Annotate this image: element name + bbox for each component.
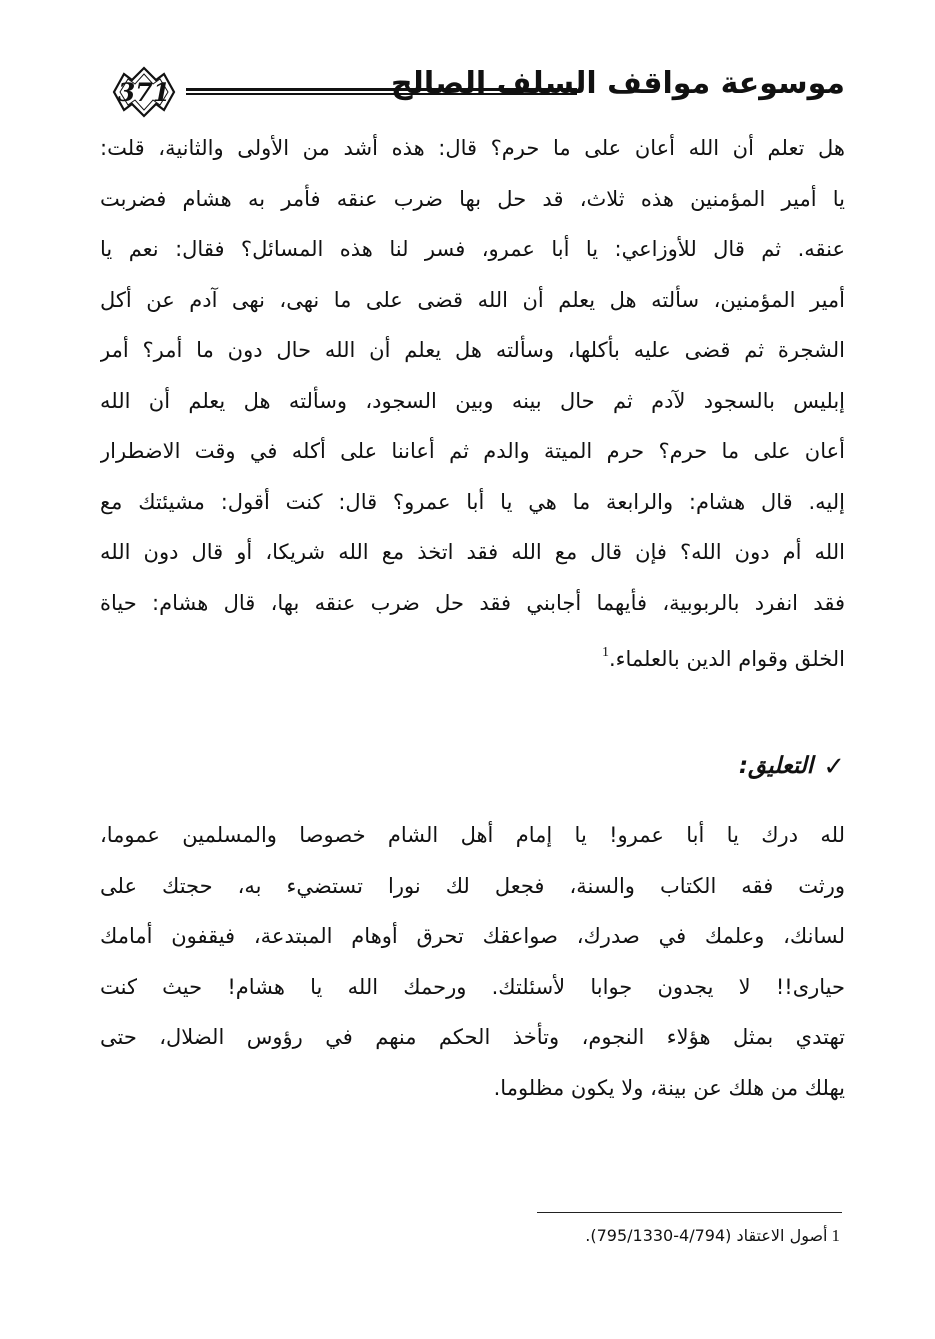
paragraph-line: هل تعلم أن الله أعان على ما حرم؟ قال: هذه أشد من الأولى والثانية، قلت: bbox=[100, 136, 845, 160]
section-heading bbox=[739, 752, 845, 782]
paragraph-line: يا أمير المؤمنين هذه ثلاث، قد حل بها ضرب عنقه فأمر به هشام فضربت bbox=[100, 186, 845, 211]
paragraph-line-text: الخلق وقوام الدين بالعلماء. bbox=[608, 647, 845, 671]
paragraph-line-last bbox=[100, 628, 845, 679]
paragraph-line: فقد انفرد بالربوبية، فأيهما أجابني فقد حل ضرب عنقه بها، قال هشام: حياة bbox=[100, 590, 845, 615]
paragraph-line: أعان على ما حرم؟ حرم الميتة والدم ثم أعاننا على أكله في وقت الاضطرار bbox=[100, 439, 845, 463]
main-paragraph bbox=[100, 123, 845, 679]
paragraph-line: الله أم دون الله؟ فإن قال مع الله فقد اتخذ مع الله شريكا، أو قال دون الله bbox=[100, 540, 845, 564]
section-heading-label: التعليق: bbox=[738, 753, 814, 779]
paragraph-line: عنقه. ثم قال للأوزاعي: يا أبا عمرو، فسر لنا هذه المسائل؟ فقال: نعم يا bbox=[100, 237, 845, 261]
commentary-paragraph bbox=[100, 810, 845, 1113]
paragraph-line: الشجرة ثم قضى عليه بأكلها، وسألته هل يعلم أن الله حال دون ما أمر؟ أمر bbox=[100, 338, 845, 362]
paragraph-line: أمير المؤمنين، سألته هل يعلم أن الله قضى على ما نهى، نهى آدم عن أكل bbox=[100, 287, 845, 312]
footnote-reference[interactable]: 1 bbox=[601, 645, 609, 660]
paragraph-line: حيارى!! لا يجدون جوابا لأسئلتك. ورحمك الله يا هشام! حيث كنت bbox=[100, 974, 845, 999]
book-title: موسوعة مواقف السلف الصالح bbox=[390, 66, 845, 101]
paragraph-line: إبليس بالسجود لآدم ثم حال بينه وبين السجود، وسألته هل يعلم أن الله bbox=[100, 388, 845, 413]
paragraph-line: ورثت فقه الكتاب والسنة، فجعل لك نورا تستضيء به، حجتك على bbox=[100, 873, 845, 898]
footnote-divider bbox=[537, 1212, 842, 1213]
page-header bbox=[100, 62, 845, 122]
paragraph-line: لله درك يا أبا عمرو! يا إمام أهل الشام خصوصا والمسلمين عموما، bbox=[100, 823, 845, 847]
check-icon: ✓ bbox=[823, 752, 845, 782]
paragraph-line: إليه. قال هشام: والرابعة ما هي يا أبا عمرو؟ قال: كنت أقول: مشيئتك مع bbox=[100, 489, 845, 514]
paragraph-line: يهلك من هلك عن بينة، ولا يكون مظلوما. bbox=[493, 1075, 845, 1100]
page-number-badge bbox=[100, 62, 188, 122]
footnote-text: أصول الاعتقاد (4/794-795/1330). bbox=[585, 1226, 828, 1245]
paragraph-line: لسانك، وعلمك في صدرك، صواعقك تحرق أوهام المبتدعة، فيقفون أمامك bbox=[100, 924, 845, 948]
paragraph-line: تهتدي بمثل هؤلاء النجوم، وتأخذ الحكم منهم في رؤوس الضلال، حتى bbox=[100, 1025, 845, 1049]
footnote-number: 1 bbox=[831, 1226, 840, 1245]
page-number: 371 bbox=[117, 78, 171, 107]
footnote bbox=[585, 1226, 840, 1246]
